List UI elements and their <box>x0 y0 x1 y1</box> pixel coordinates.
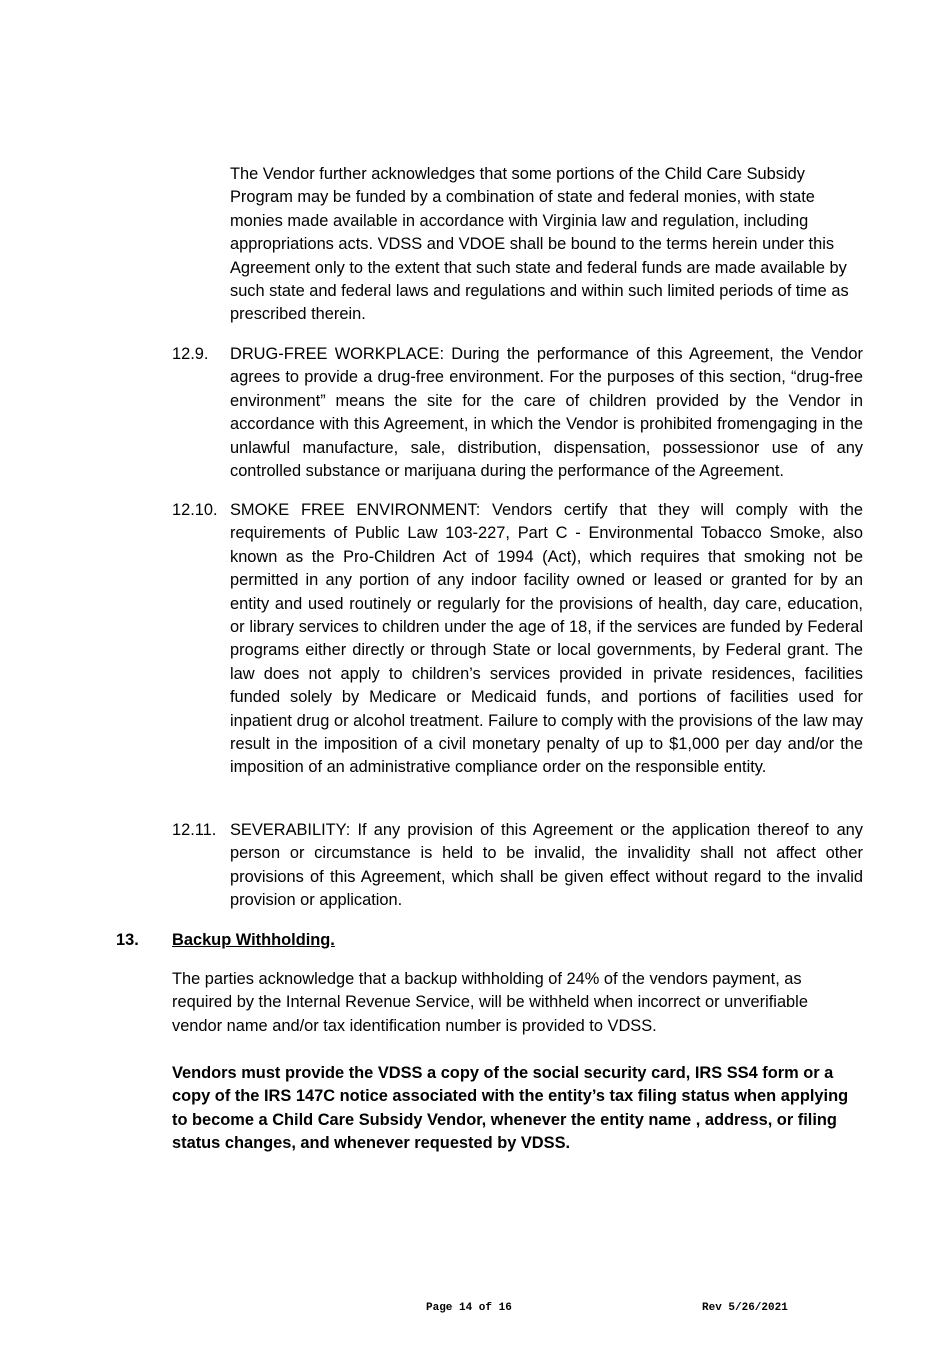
section-severability-text: SEVERABILITY: If any provision of this Agreement or the application thereof to any person or circumstance is held to be invalid, the invalidity shall not affect other provisions of this Agreement, which shall be given effect without regard to the invalid provision or application. <box>230 821 863 910</box>
intro-paragraph: The Vendor further acknowledges that some portions of the Child Care Subsidy Program may be funded by a combination of state and federal monies, with state monies made available in accordance with Virginia law and regulation, including appropriations acts. VDSS and VDOE shall be bound to the terms herein under this Agreement only to the extent that such state and federal funds are made available by such state and federal laws and regulations and within such limited periods of time as prescribed therein. <box>230 165 849 324</box>
section-smoke-free-text: SMOKE FREE ENVIRONMENT: Vendors certify that they will comply with the requirements of Public Law 103-227, Part C - Environmental Tobacco Smoke, also known as the Pro-Children Act of 1994 (Act), which requires that smoking not be permitted in any portion of any indoor facility owned or leased or granted for by an entity and used routinely or regularly for the provisions of health, day care, education, or library services to children under the age of 18, if the services are funded by Federal programs either directly or through State or local governments, by Federal grant. The law does not apply to children’s services provided in private residences, facilities funded solely by Medicare or Medicaid funds, and portions of facilities used for inpatient drug or alcohol treatment. Failure to comply with the provisions of the law may result in the imposition of a civil monetary penalty of up to $1,000 per day and/or the imposition of an administrative compliance order on the responsible entity. <box>230 501 863 777</box>
section-number: 12.11. <box>172 821 217 839</box>
section-drug-free-text: DRUG-FREE WORKPLACE: During the performance of this Agreement, the Vendor agrees to provide a drug-free environment. For the purposes of this section, “drug-free environment” means the site for the care of children provided by the Vendor in accordance with this Agreement, in which the Vendor is prohibited fromengaging in the unlawful manufacture, sale, distribution, dispensation, possessionor use of any controlled substance or marijuana during the performance of the Agreement. <box>230 345 863 481</box>
section-number: 12.9. <box>172 345 209 363</box>
footer-page-number: Page 14 of 16 <box>426 1302 512 1314</box>
heading-number: 13. <box>116 931 139 949</box>
backup-withholding-paragraph: The parties acknowledge that a backup withholding of 24% of the vendors payment, as required by the Internal Revenue Service, will be withheld when incorrect or unverifiable vendor name and/or tax identification number is provided to VDSS. <box>172 970 808 1035</box>
section-number: 12.10. <box>172 501 218 519</box>
footer-revision: Rev 5/26/2021 <box>702 1302 788 1314</box>
vendor-requirements-paragraph: Vendors must provide the VDSS a copy of the social security card, IRS SS4 form or a copy of the IRS 147C notice associated with the entity’s tax filing status when applying to become a Child Care Subsidy Vendor, whenever the entity name , address, or filing status changes, and whenever requested by VDSS. <box>172 1064 849 1153</box>
heading-title: Backup Withholding. <box>172 931 335 949</box>
